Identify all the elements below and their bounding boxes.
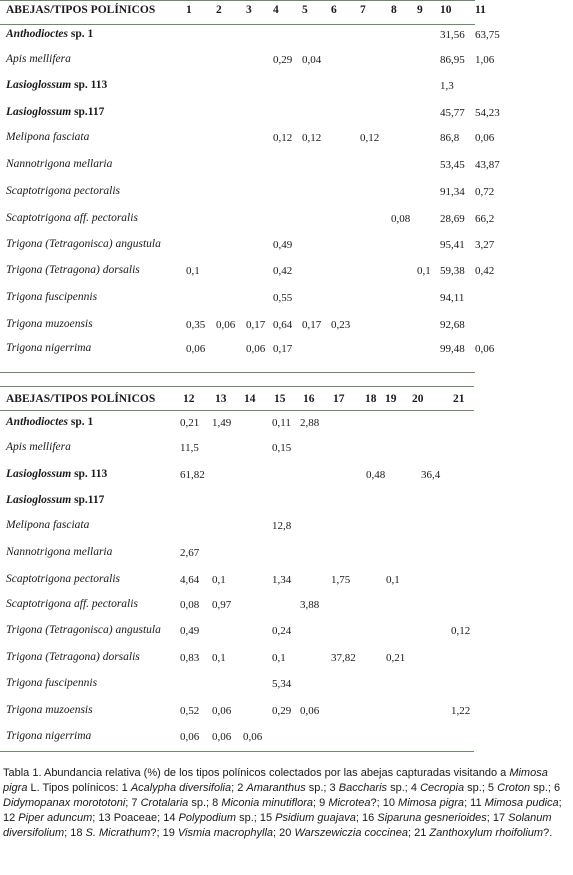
cell-value: 2,67 [180,547,200,559]
cell-value: 0,1 [186,265,200,277]
cell-value: 0,52 [180,705,200,717]
bee-name: Trigona (Tetragona) dorsalis [6,651,140,663]
bee-name: Apis mellifera [6,441,71,453]
header-col-1: 1 [186,4,192,16]
header-col-10: 10 [440,4,452,16]
cell-value: 1,75 [331,574,351,586]
bee-name: Melipona fasciata [6,519,90,531]
bee-name: Melipona fasciata [6,131,90,143]
cell-value: 0,12 [360,132,380,144]
bee-name: Trigona nigerrima [6,342,92,354]
header-rule [0,24,475,25]
header-col-4: 4 [273,4,279,16]
cell-value: 99,48 [440,343,465,355]
cell-value: 0,06 [300,705,320,717]
header-col-16: 16 [303,393,315,405]
bee-name: Lasioglossum sp.117 [6,106,105,118]
cell-value: 1,34 [272,574,292,586]
top-rule [0,386,474,387]
cell-value: 0,1 [212,574,226,586]
cell-value: 0,24 [272,625,292,637]
bee-name: Trigona muzoensis [6,704,93,716]
bee-name: Anthodioctes sp. 1 [6,416,94,428]
header-col-6: 6 [331,4,337,16]
cell-value: 95,41 [440,239,465,251]
cell-value: 0,06 [216,319,236,331]
cell-value: 2,88 [300,417,320,429]
bottom-rule [0,372,475,373]
header-col-19: 19 [385,393,397,405]
cell-value: 0,06 [212,705,232,717]
bee-name: Trigona fuscipennis [6,291,98,303]
cell-value: 12,8 [272,520,292,532]
cell-value: 37,82 [331,652,356,664]
header-col-14: 14 [244,393,256,405]
cell-value: 0,42 [475,265,495,277]
cell-value: 45,77 [440,107,465,119]
cell-value: 0,29 [273,54,293,66]
header-col-15: 15 [274,393,286,405]
cell-value: 0,15 [272,442,292,454]
header-col-2: 2 [216,4,222,16]
cell-value: 63,75 [475,29,500,41]
cell-value: 11,5 [180,442,199,454]
bee-name: Lasioglossum sp. 113 [6,468,108,480]
header-col-21: 21 [453,393,465,405]
cell-value: 92,68 [440,319,465,331]
bee-name: Apis mellifera [6,53,71,65]
cell-value: 0,11 [272,417,291,429]
cell-value: 0,08 [391,213,411,225]
cell-value: 86,95 [440,54,465,66]
cell-value: 91,34 [440,186,465,198]
cell-value: 0,72 [475,186,495,198]
cell-value: 5,34 [272,678,292,690]
bee-name: Trigona (Tetragonisca) angustula [6,624,161,636]
cell-value: 0,1 [417,265,431,277]
bee-name: Lasioglossum sp.117 [6,494,105,506]
cell-value: 0,06 [186,343,206,355]
header-col-17: 17 [333,393,345,405]
header-col-8: 8 [391,4,397,16]
cell-value: 0,23 [331,319,351,331]
cell-value: 61,82 [180,469,205,481]
cell-value: 0,06 [246,343,266,355]
header-col-7: 7 [360,4,366,16]
top-rule [0,0,475,1]
cell-value: 0,21 [386,652,406,664]
cell-value: 0,97 [212,599,232,611]
bottom-rule [0,751,474,752]
cell-value: 0,06 [180,731,200,743]
bee-name: Scaptotrigona aff. pectoralis [6,212,138,224]
bee-name: Scaptotrigona aff. pectoralis [6,598,138,610]
cell-value: 43,87 [475,159,500,171]
bee-name: Trigona (Tetragonisca) angustula [6,238,161,250]
cell-value: 0,12 [273,132,293,144]
bee-name: Trigona nigerrima [6,730,92,742]
cell-value: 59,38 [440,265,465,277]
header-label: ABEJAS/TIPOS POLÍNICOS [6,393,156,405]
bee-name: Trigona (Tetragona) dorsalis [6,264,140,276]
header-col-12: 12 [183,393,195,405]
header-col-11: 11 [475,4,486,16]
cell-value: 0,12 [302,132,322,144]
header-col-3: 3 [246,4,252,16]
table-caption: Tabla 1. Abundancia relativa (%) de los tipos polínicos colectados por las abejas capturadas visitando a Mimosa pigra L. Tipos polínicos: 1 Acalypha diversifolia; 2 Amaranthus sp.; 3 Baccharis sp.; 4 Cecropia sp.; 5 Croton sp.; 6 Didymopanax morototoni; 7 Crotalaria sp.; 8 Miconia minutiflora; 9 Microtea?; 10 Mimosa pigra; 11 Mimosa pudica; 12 Piper aduncum; 13 Poaceae; 14 Polypodium sp.; 15 Psidium guajava; 16 Siparuna gesnerioides; 17 Solanum diversifolium; 18 S. Micrathum?; 19 Vismia macrophylla; 20 Warszewiczia coccinea; 21 Zanthoxylum rhoifolium?. [3,767,562,839]
cell-value: 3,27 [475,239,495,251]
cell-value: 66,2 [475,213,495,225]
cell-value: 53,45 [440,159,465,171]
bee-name: Nannotrigona mellaria [6,158,113,170]
cell-value: 31,56 [440,29,465,41]
cell-value: 0,17 [246,319,266,331]
cell-value: 86,8 [440,132,460,144]
cell-value: 0,64 [273,319,293,331]
bee-name: Nannotrigona mellaria [6,546,113,558]
cell-value: 0,42 [273,265,293,277]
cell-value: 0,08 [180,599,200,611]
cell-value: 0,1 [212,652,226,664]
header-col-5: 5 [302,4,308,16]
bee-name: Trigona fuscipennis [6,677,98,689]
header-label: ABEJAS/TIPOS POLÍNICOS [6,4,156,16]
header-col-18: 18 [365,393,377,405]
cell-value: 0,48 [366,469,386,481]
cell-value: 36,4 [421,469,441,481]
cell-value: 0,06 [212,731,232,743]
cell-value: 1,22 [451,705,471,717]
bee-name: Lasioglossum sp. 113 [6,79,108,91]
cell-value: 0,06 [243,731,263,743]
header-col-20: 20 [412,393,424,405]
header-col-9: 9 [417,4,423,16]
cell-value: 0,29 [272,705,292,717]
cell-value: 0,17 [273,343,293,355]
cell-value: 0,21 [180,417,200,429]
cell-value: 0,1 [272,652,286,664]
cell-value: 0,06 [475,132,495,144]
header-rule [0,410,474,411]
cell-value: 4,64 [180,574,200,586]
cell-value: 0,1 [386,574,400,586]
bee-name: Scaptotrigona pectoralis [6,185,121,197]
cell-value: 3,88 [300,599,320,611]
cell-value: 1,06 [475,54,495,66]
cell-value: 0,12 [451,625,471,637]
cell-value: 0,49 [180,625,200,637]
cell-value: 54,23 [475,107,500,119]
cell-value: 28,69 [440,213,465,225]
cell-value: 94,11 [440,292,465,304]
cell-value: 0,49 [273,239,293,251]
bee-name: Scaptotrigona pectoralis [6,573,121,585]
cell-value: 0,17 [302,319,322,331]
cell-value: 0,06 [475,343,495,355]
bee-name: Anthodioctes sp. 1 [6,28,94,40]
bee-name: Trigona muzoensis [6,318,93,330]
cell-value: 1,3 [440,80,454,92]
cell-value: 0,35 [186,319,206,331]
cell-value: 1,49 [212,417,232,429]
cell-value: 0,04 [302,54,322,66]
header-col-13: 13 [215,393,227,405]
cell-value: 0,55 [273,292,293,304]
cell-value: 0,83 [180,652,200,664]
